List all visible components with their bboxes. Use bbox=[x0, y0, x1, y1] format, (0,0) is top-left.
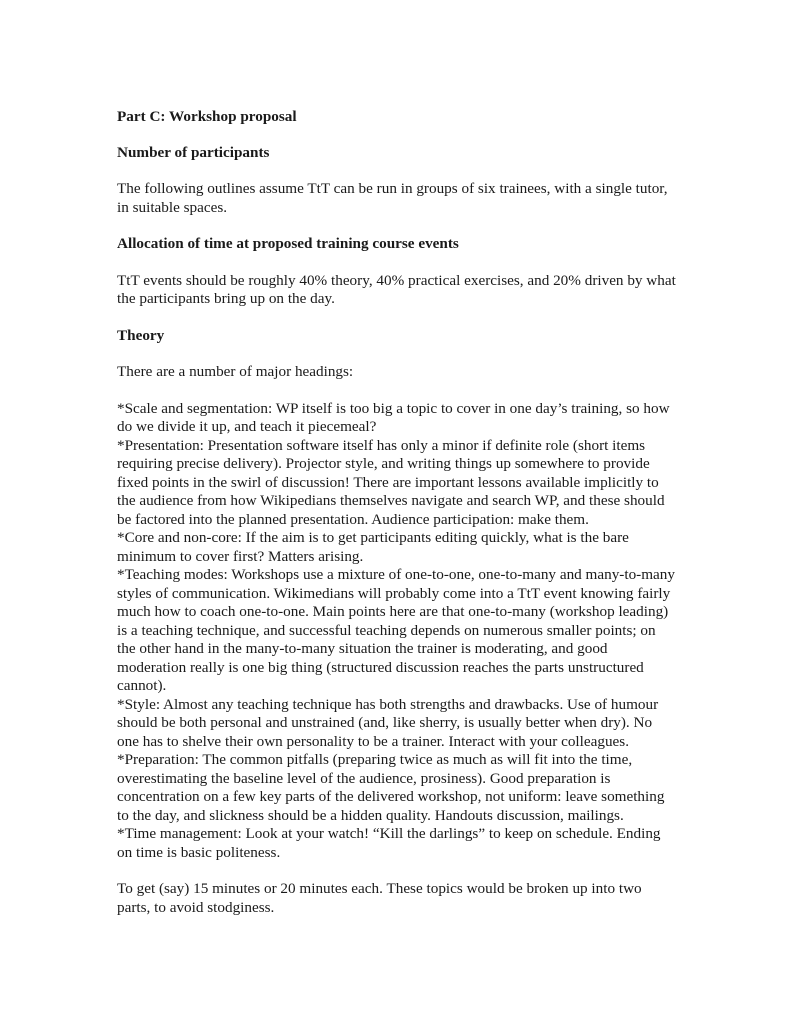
allocation-heading: Allocation of time at proposed training course events bbox=[117, 235, 459, 252]
participants-heading: Number of participants bbox=[117, 143, 270, 161]
topic-preparation: *Preparation: The common pitfalls (preparing twice as much as will fit into the time, overestimating the baseline level of the audience, prosiness). Good preparation is concentration on a few key parts of the delivered workshop, not uniform: leave something to the day, and slickness should be a hidden quality. Handouts discussion, mailings. bbox=[117, 751, 665, 824]
topic-style: *Style: Almost any teaching technique has both strengths and drawbacks. Use of humour should be both personal and unstrained (and, like sherry, is usually better when dry). No one has to shelve their own personality to be a trainer. Interact with your colleagues. bbox=[117, 695, 659, 750]
theory-intro: There are a number of major headings: bbox=[117, 363, 354, 380]
topic-time-management: *Time management: Look at your watch! “Kill the darlings” to keep on schedule. Ending on time is basic politeness. bbox=[117, 825, 661, 861]
theory-heading: Theory bbox=[117, 326, 165, 344]
participants-text: The following outlines assume TtT can be run in groups of six trainees, with a single tutor, in suitable spaces. bbox=[117, 180, 668, 216]
document-title: Part C: Workshop proposal bbox=[117, 108, 297, 125]
theory-topic-list bbox=[117, 400, 677, 863]
topic-core-non-core: *Core and non-core: If the aim is to get participants editing quickly, what is the bare minimum to cover first? Matters arising. bbox=[117, 529, 629, 565]
allocation-text: TtT events should be roughly 40% theory, 40% practical exercises, and 20% driven by what the participants bring up on the day. bbox=[117, 271, 676, 307]
document-body bbox=[117, 108, 677, 917]
topic-teaching-modes: *Teaching modes: Workshops use a mixture of one-to-one, one-to-many and many-to-many styles of communication. Wikimedians will probably come into a TtT event knowing fairly much how to coach one-to-one. Main points here are that one-to-many (workshop leading) is a teaching technique, and successful teaching depends on numerous smaller points; on the other hand in the many-to-many situation the trainer is moderating, and good moderation really is one big thing (structured discussion reaches the parts unstructured cannot). bbox=[117, 566, 675, 694]
topic-scale-segmentation: *Scale and segmentation: WP itself is too big a topic to cover in one day’s training, so how do we divide it up, and teach it piecemeal? bbox=[117, 399, 670, 435]
topic-presentation: *Presentation: Presentation software itself has only a minor if definite role (short items requiring precise delivery). Projector style, and writing things up somewhere to provide fixed points in the swirl of discussion! There are important lessons available implicitly to the audience from how Wikipedians themselves navigate and search WP, and these should be factored into the planned presentation. Audience participation: make them. bbox=[117, 436, 665, 528]
theory-closing: To get (say) 15 minutes or 20 minutes each. These topics would be broken up into two parts, to avoid stodginess. bbox=[117, 880, 642, 916]
